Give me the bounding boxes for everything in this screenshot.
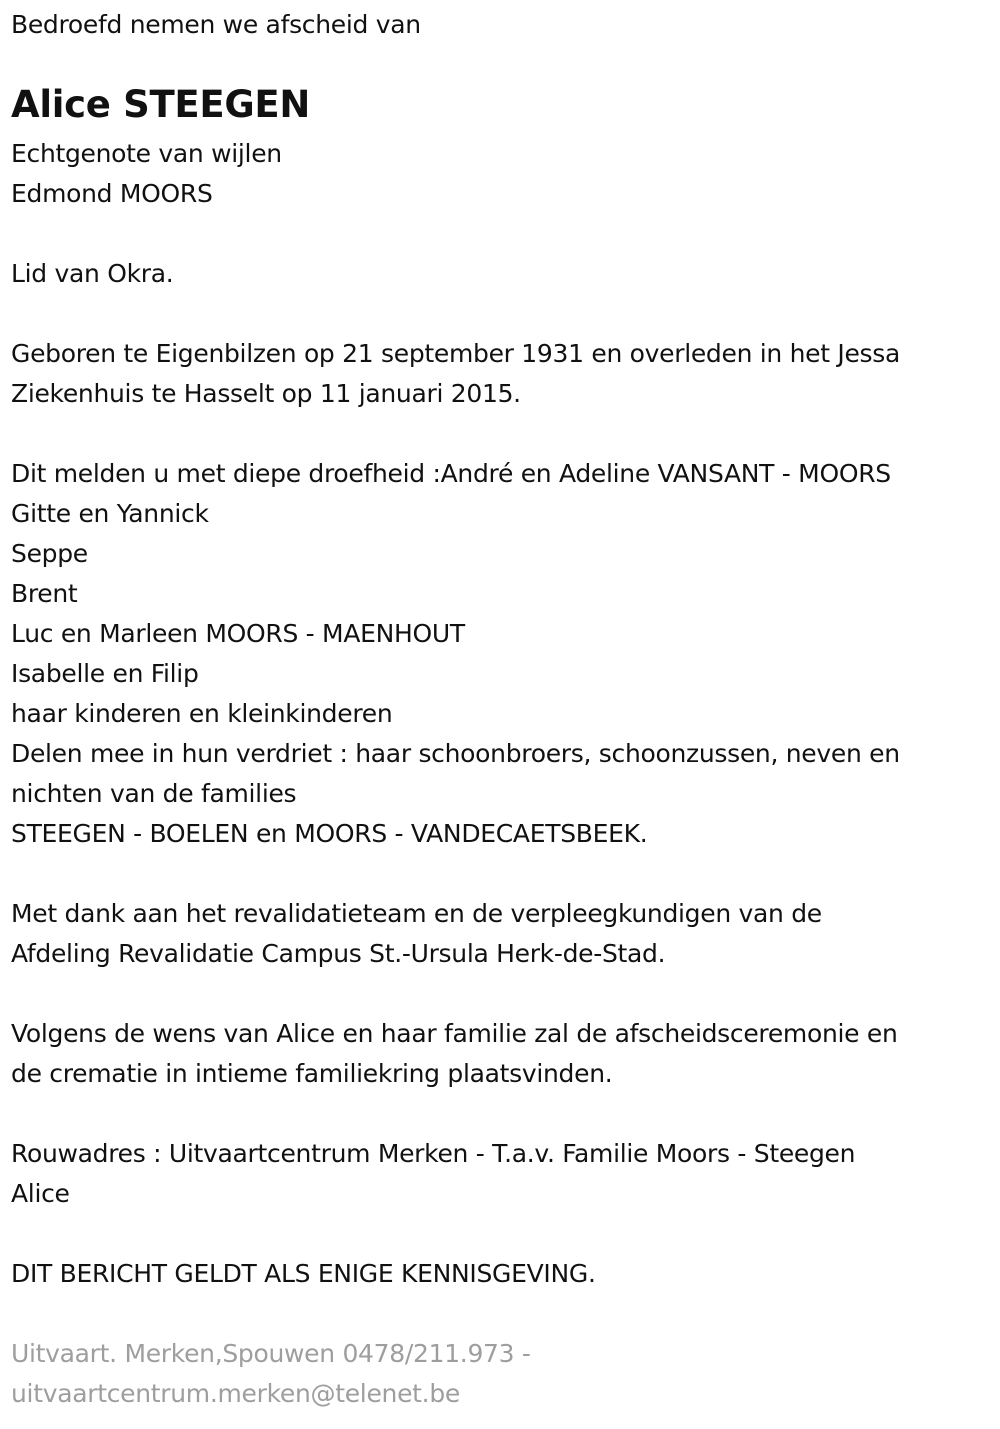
address-line-2: Alice: [11, 1179, 70, 1208]
family-line: Luc en Marleen MOORS - MAENHOUT: [11, 619, 465, 648]
notice-section: [11, 1254, 596, 1294]
family-line: nichten van de families: [11, 779, 297, 808]
family-line: Gitte en Yannick: [11, 499, 209, 528]
family-line: Delen mee in hun verdriet : haar schoonbroers, schoonzussen, neven en: [11, 739, 900, 768]
membership-section: [11, 254, 173, 294]
footer-line-1: Uitvaart. Merken,Spouwen 0478/211.973 -: [11, 1339, 531, 1368]
address-section: [11, 1134, 855, 1214]
membership-text: Lid van Okra.: [11, 259, 174, 288]
ceremony-section: [11, 1014, 898, 1094]
family-line: Brent: [11, 579, 78, 608]
deceased-name: Alice STEEGEN: [11, 83, 311, 126]
thanks-line-1: Met dank aan het revalidatieteam en de verpleegkundigen van de: [11, 899, 822, 928]
family-line: STEEGEN - BOELEN en MOORS - VANDECAETSBEEK.: [11, 819, 648, 848]
footer-email: uitvaartcentrum.merken@telenet.be: [11, 1379, 460, 1408]
family-line: haar kinderen en kleinkinderen: [11, 699, 393, 728]
notice-text: DIT BERICHT GELDT ALS ENIGE KENNISGEVING.: [11, 1259, 596, 1288]
intro-text: Bedroefd nemen we afscheid van: [11, 10, 421, 39]
family-line: Isabelle en Filip: [11, 659, 199, 688]
family-section: [11, 454, 900, 854]
thanks-section: [11, 894, 822, 974]
footer-contact: [11, 1334, 531, 1414]
birth-death-line-1: Geboren te Eigenbilzen op 21 september 1931 en overleden in het Jessa: [11, 339, 900, 368]
spouse-section: [11, 134, 282, 214]
family-line: Seppe: [11, 539, 88, 568]
birth-death-line-2: Ziekenhuis te Hasselt op 11 januari 2015.: [11, 379, 521, 408]
thanks-line-2: Afdeling Revalidatie Campus St.-Ursula Herk-de-Stad.: [11, 939, 666, 968]
spouse-line-1: Echtgenote van wijlen: [11, 139, 282, 168]
ceremony-line-1: Volgens de wens van Alice en haar familie zal de afscheidsceremonie en: [11, 1019, 898, 1048]
family-line: Dit melden u met diepe droefheid :André en Adeline VANSANT - MOORS: [11, 459, 891, 488]
ceremony-line-2: de crematie in intieme familiekring plaatsvinden.: [11, 1059, 613, 1088]
address-line-1: Rouwadres : Uitvaartcentrum Merken - T.a.v. Familie Moors - Steegen: [11, 1139, 856, 1168]
spouse-line-2: Edmond MOORS: [11, 179, 213, 208]
birth-death-section: [11, 334, 900, 414]
